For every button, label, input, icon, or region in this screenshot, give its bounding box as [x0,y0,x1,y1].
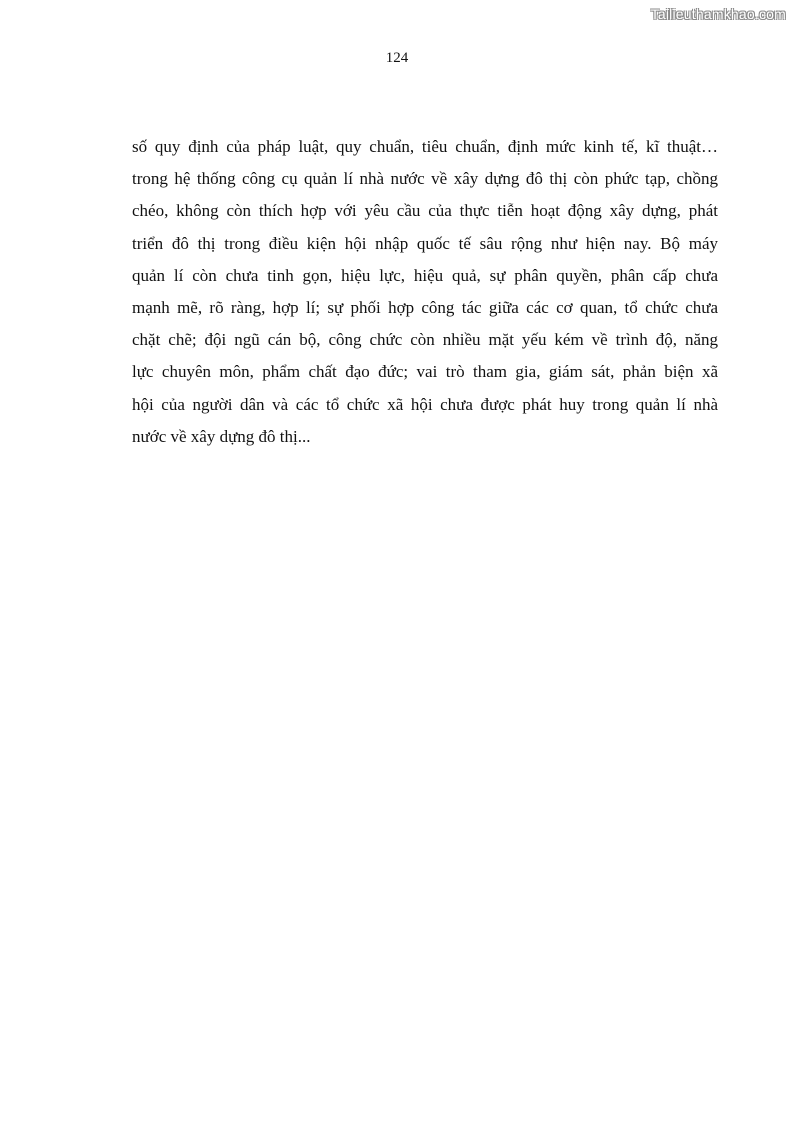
paragraph-line: mạnh mẽ, rõ ràng, hợp lí; sự phối hợp công tác giữa các cơ quan, tổ chức chưa [132,298,718,318]
page-number: 124 [385,50,409,66]
watermark-text: Tailieuthamkhao.com [650,6,786,22]
body-paragraph [132,131,718,453]
paragraph-line: triển đô thị trong điều kiện hội nhập quốc tế sâu rộng như hiện nay. Bộ máy [132,233,718,253]
paragraph-line: lực chuyên môn, phẩm chất đạo đức; vai trò tham gia, giám sát, phản biện xã [132,362,718,382]
paragraph-line: quản lí còn chưa tinh gọn, hiệu lực, hiệu quả, sự phân quyền, phân cấp chưa [132,265,718,285]
paragraph-line: chặt chẽ; đội ngũ cán bộ, công chức còn nhiều mặt yếu kém về trình độ, năng [132,330,718,350]
paragraph-line: hội của người dân và các tổ chức xã hội chưa được phát huy trong quản lí nhà [132,394,718,414]
paragraph-line: số quy định của pháp luật, quy chuẩn, tiêu chuẩn, định mức kinh tế, kĩ thuật… [132,137,718,156]
paragraph-line: nước về xây dựng đô thị... [132,426,311,446]
paragraph-line: chéo, không còn thích hợp với yêu cầu của thực tiễn hoạt động xây dựng, phát [132,201,718,221]
paragraph-line: trong hệ thống công cụ quản lí nhà nước về xây dựng đô thị còn phức tạp, chồng [132,169,718,189]
